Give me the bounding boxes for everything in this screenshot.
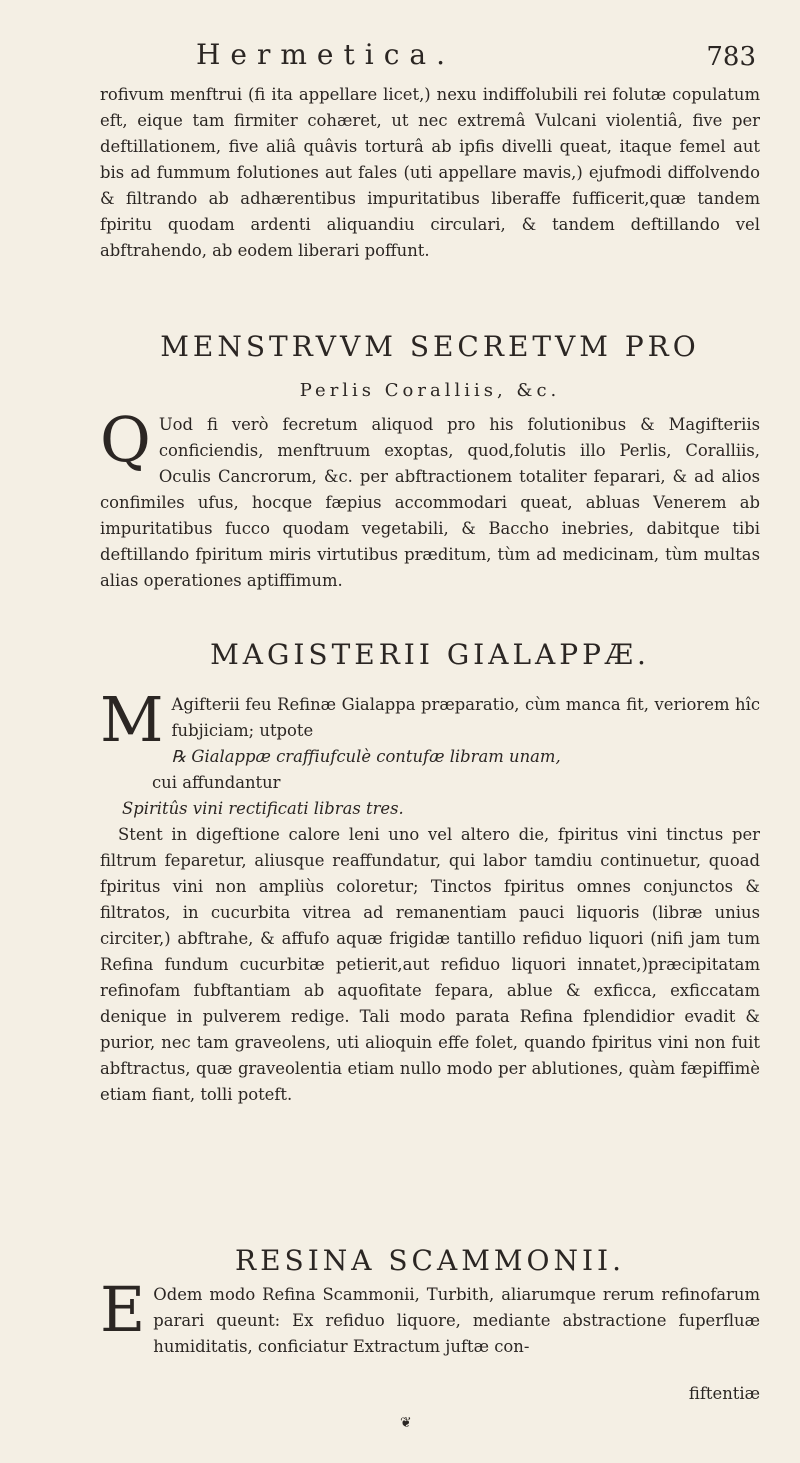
intro-paragraph	[100, 82, 760, 264]
gialappae-intro: Agifterii feu Refinæ Gialappa præparatio, cùm manca fit, veriorem hîc fubjiciam; utpote	[171, 695, 760, 740]
recipe-line-2: cui affundantur	[152, 773, 281, 792]
dropcap-e: E	[100, 1273, 146, 1346]
section-gialappae-body	[100, 683, 760, 1108]
footer-ornament-icon: ❦	[400, 1415, 412, 1431]
section-heading-gialappae: MAGISTERII GIALAPPÆ.	[210, 638, 650, 671]
section-heading-menstruum: MENSTRVVM SECRETVM PRO	[160, 330, 700, 363]
dropcap-m: M	[100, 683, 164, 756]
section-subheading-perlis: Perlis Coralliis, &c.	[299, 380, 561, 401]
page-number: 783	[706, 42, 756, 72]
gialappae-text: Stent in digeftione calore leni uno vel altero die, fpiritus vini tinctus per filtrum feparetur, aliusque reaffundatur, qui labor tamdiu continuetur, quoad fpiritus vini non ampliùs coloretur; Tinctos fpiritus omnes conjunctos & filtratos, in cucurbita vitrea ad remanentiam pauci liquoris (libræ unius circiter,) abftrahe, & affufo aquæ frigidæ tantillo refiduo liquori (nifi jam tum Refina fundum cucurbitæ petierit,aut refiduo liquori innatet,)præcipitatam refinofam fubftantiam ab aquofitate fepara, ablue & exficca, exficcatam denique in pulverem redige. Tali modo parata Refina fplendidior evadit & purior, nec tam graveolens, uti alioquin effe folet, quando fpiritus vini non fuit abftractus, quæ graveolentia etiam nullo modo per ablutiones, quàm fæpiffimè etiam fiant, tolli poteft.	[100, 825, 760, 1104]
recipe-line-3: Spiritûs vini rectificati libras tres.	[122, 799, 404, 818]
recipe-line-1: ℞ Gialappæ craffiufculè contufæ libram unam,	[171, 747, 561, 766]
scammonii-text: Odem modo Refina Scammonii, Turbith, aliarumque rerum refinofarum parari queunt: Ex refiduo liquore, mediante abstractione fuperfluæ humiditatis, conficiatur Extractum juftæ con-	[153, 1285, 760, 1356]
catchword: fiftentiæ	[688, 1384, 760, 1403]
section-heading-scammonii: RESINA SCAMMONII.	[234, 1244, 626, 1277]
running-head	[196, 38, 756, 78]
dropcap-q: Q	[100, 403, 151, 476]
section-scammonii-body	[100, 1273, 760, 1360]
section-menstruum-body	[100, 403, 760, 594]
intro-text: rofivum menftrui (fi ita appellare licet,) nexu indiffolubili rei folutæ copulatum eft, eique tam firmiter cohæret, ut nec extremâ Vulcani violentiâ, five per deftillationem, five aliâ quâvis torturâ ab ipfis divelli queat, itaque femel aut bis ad fummum folutiones aut fales (uti appellare mavis,) ejufmodi diffolvendo & filtrando ab adhærentibus impuritatibus liberaffe fufficerit,quæ tandem fpiritu quodam ardenti aliquandiu circulari, & tandem deftillando vel abftrahendo, ab eodem liberari poffunt.	[100, 85, 760, 260]
menstruum-text: Uod fi verò fecretum aliquod pro his folutionibus & Magifteriis conficiendis, menftruum exoptas, quod,folutis illo Perlis, Coralliis, Oculis Cancrorum, &c. per abftractionem totaliter feparari, & ad alios confimiles ufus, hocque fæpius accommodari queat, abluas Venerem ab impuritatibus fucco quodam vegetabili, & Baccho inebries, dabitque tibi deftillando fpiritum miris virtutibus præditum, tùm ad medicinam, tùm multas alias operationes aptiffimum.	[100, 415, 760, 590]
running-title: Hermetica.	[196, 38, 455, 71]
